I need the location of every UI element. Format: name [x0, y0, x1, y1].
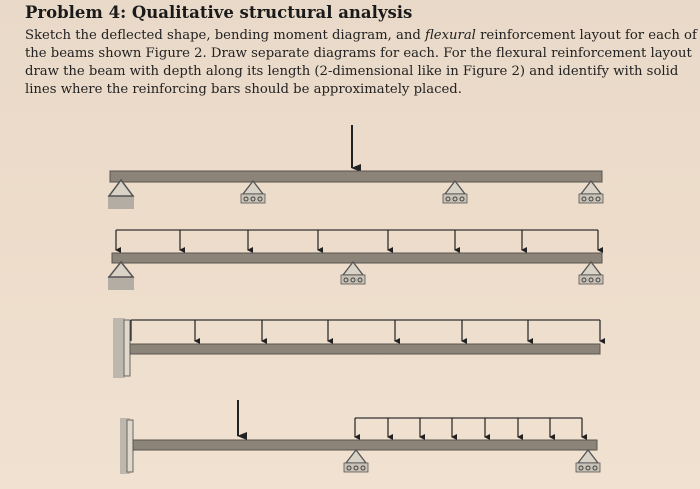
roller-support-icon [579, 262, 603, 284]
beam-2 [108, 230, 603, 290]
beam-1 [108, 125, 603, 209]
problem-title: Problem 4: Qualitative structural analysis [25, 3, 413, 22]
statement-line-1-end: reinforcement layout for each of [475, 28, 697, 43]
beam-1-member [110, 171, 602, 182]
statement-line-1-start: Sketch the deflected shape, bending moment diagram, and [25, 28, 425, 43]
roller-support-icon [579, 181, 603, 203]
distributed-load-arrows [131, 320, 600, 341]
statement-line-2: the beams shown Figure 2. Draw separate diagrams for each. For the flexural reinforcement layout [25, 46, 692, 61]
beam-3-member [130, 344, 600, 354]
beam-4 [120, 400, 600, 474]
fixed-support-icon [113, 318, 130, 378]
distributed-load-arrows [116, 230, 598, 250]
pin-support-icon [108, 180, 134, 209]
partial-distributed-load-arrows [355, 418, 582, 437]
roller-support-icon [576, 450, 600, 472]
roller-support-icon [241, 181, 265, 203]
roller-support-icon [344, 450, 368, 472]
fixed-support-icon [120, 418, 133, 474]
beam-3 [113, 318, 600, 378]
beam-4-member [133, 440, 597, 450]
beam-2-member [112, 253, 602, 263]
flexural-emphasis: flexural [424, 28, 476, 43]
statement-line-3: draw the beam with depth along its length (2-dimensional like in Figure 2) and identify with solid [25, 64, 679, 79]
roller-support-icon [341, 262, 365, 284]
statement-line-4: lines where the reinforcing bars should be approximately placed. [25, 82, 462, 97]
pin-support-icon [108, 262, 134, 290]
roller-support-icon [443, 181, 467, 203]
